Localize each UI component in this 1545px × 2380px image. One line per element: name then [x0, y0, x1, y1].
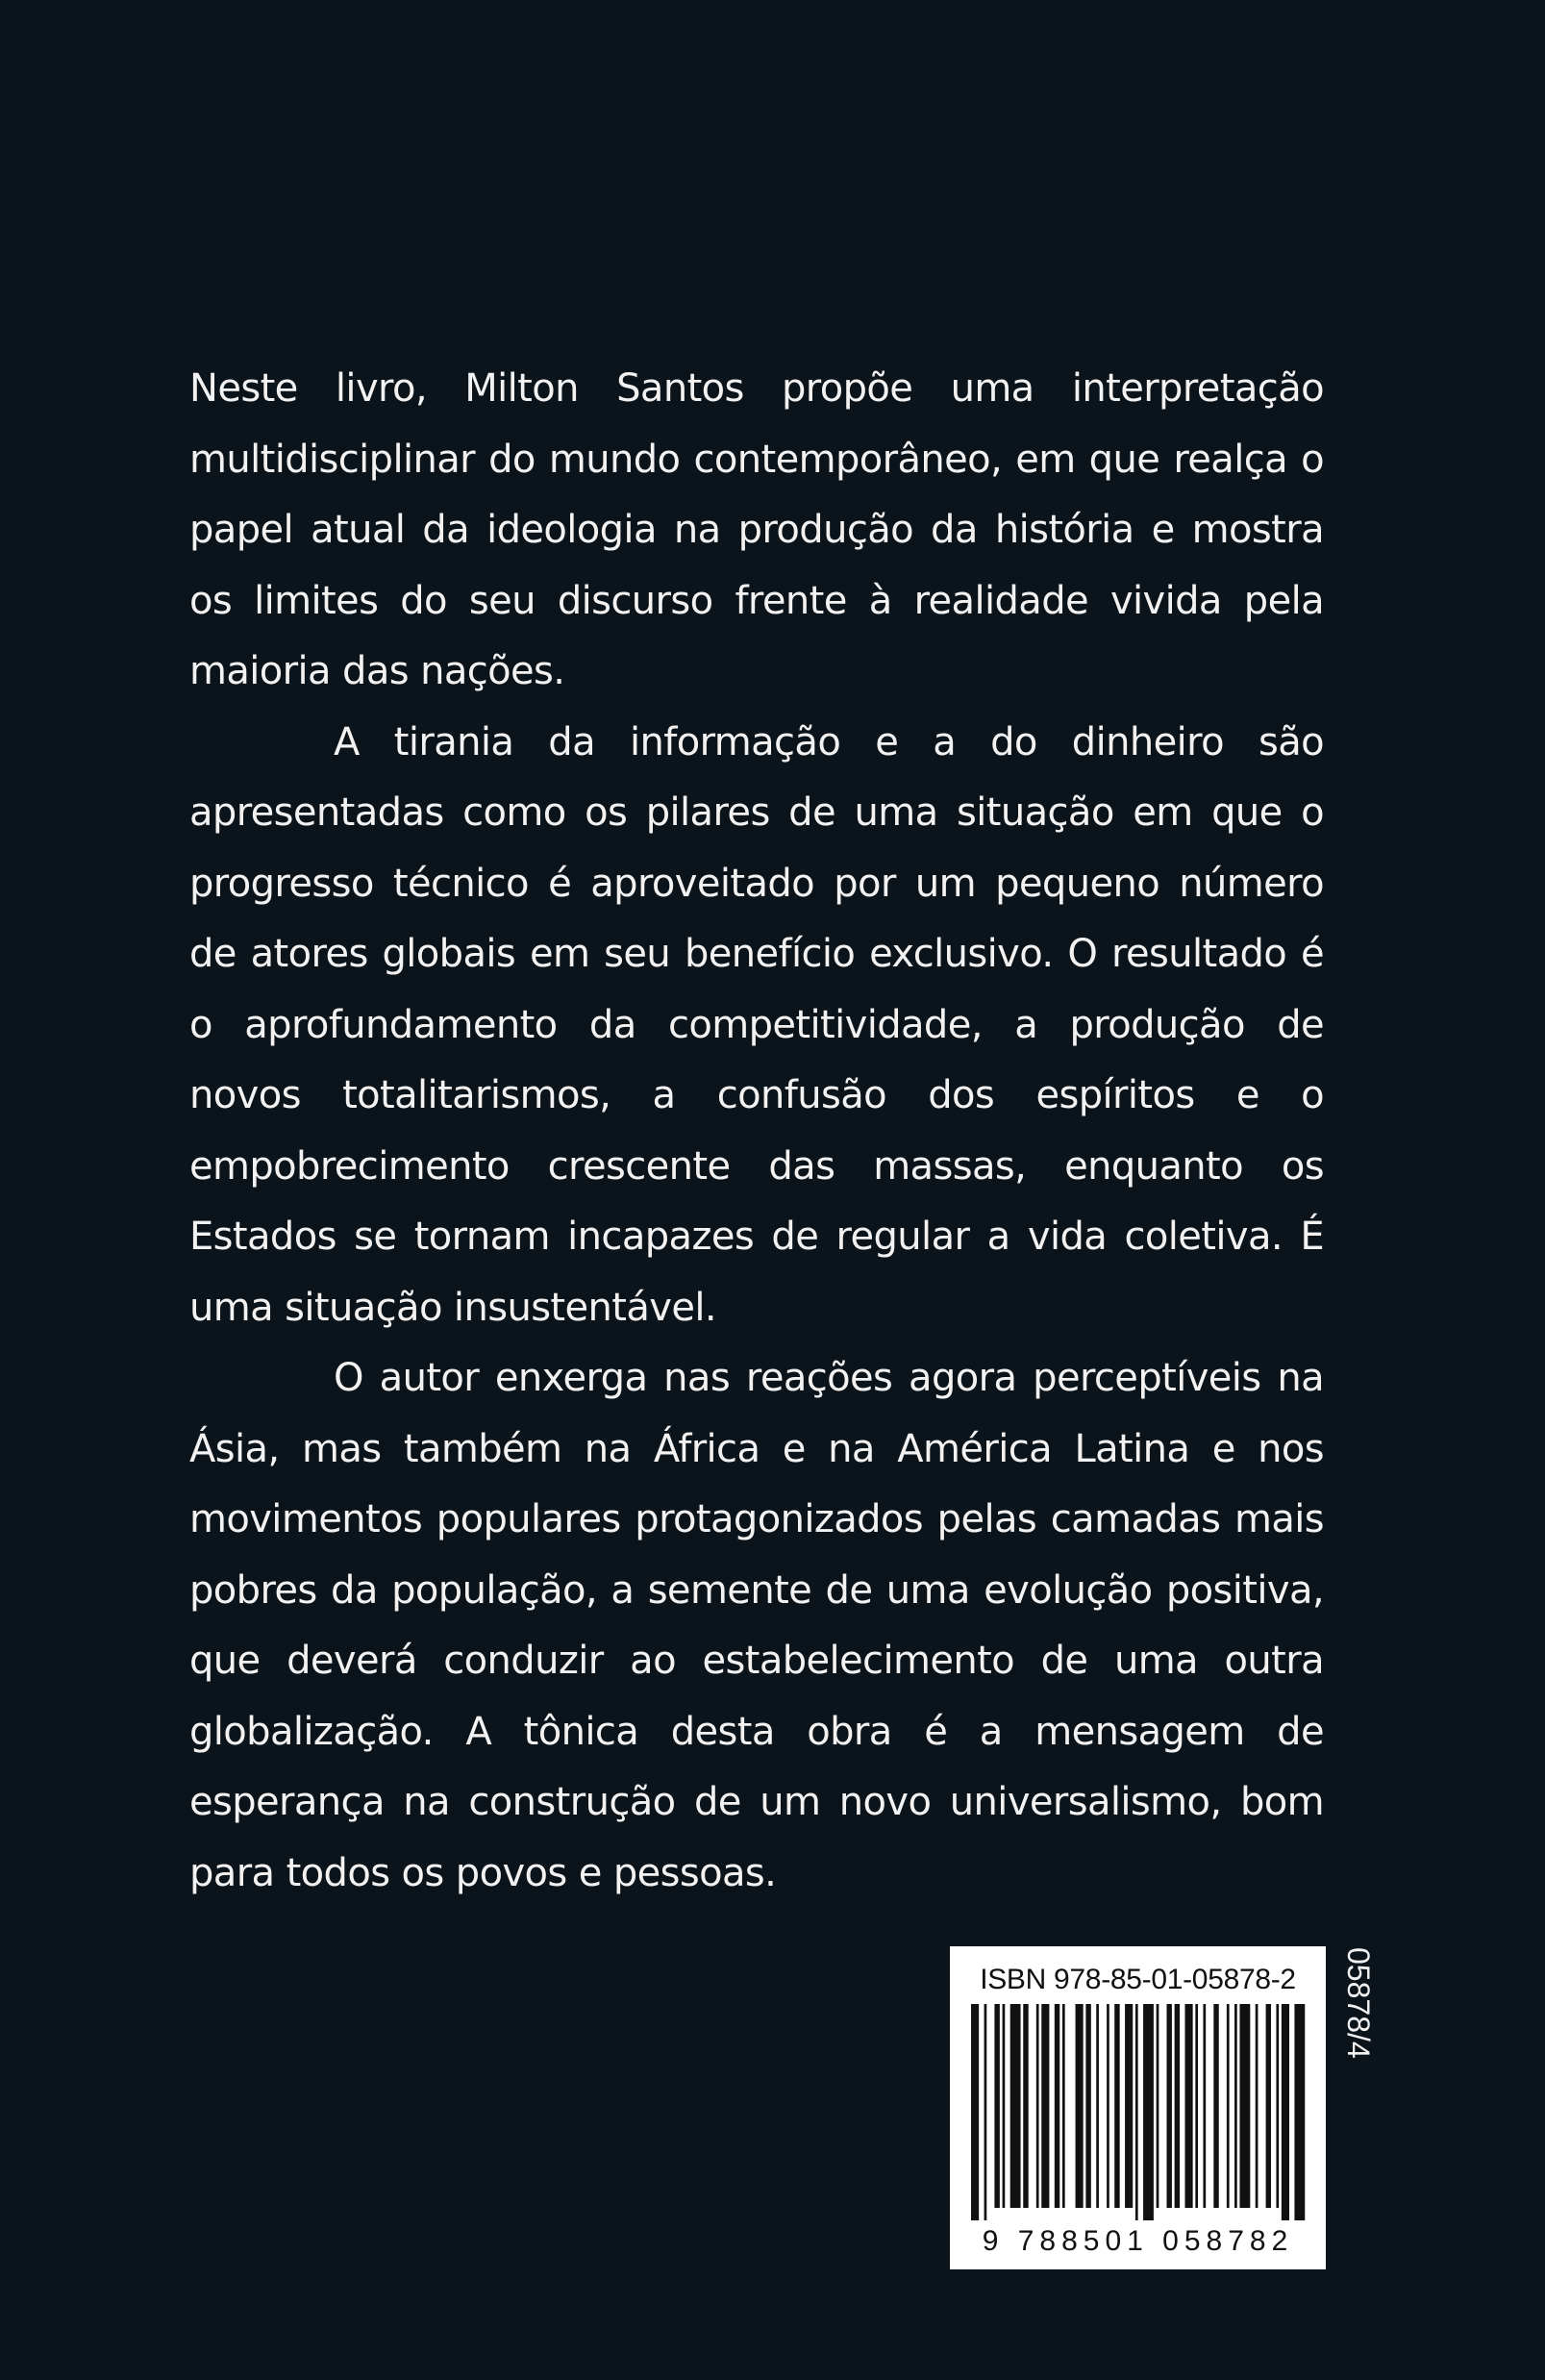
barcode-bar — [1041, 2004, 1049, 2208]
barcode-bar — [1085, 2004, 1090, 2208]
synopsis-paragraph-2: A tirania da informação e a do dinheiro são apresentadas como os pilares de uma situação em que o progresso técnico é aproveitado por um pequeno número de atores globais em seu benefício exclusivo. O resultado é o aprofundamento da competitividade, a produção de novos totalitarismos, a confusão dos espíritos e o empobrecimento crescente das massas, enquanto os Estados se tornam incapazes de regular a vida coletiva. É uma situação insustentável. — [189, 719, 1324, 1330]
barcode-bar — [1062, 2004, 1065, 2208]
synopsis-text — [189, 354, 1324, 1909]
barcode-bar — [1227, 2004, 1230, 2208]
barcode-bar — [1036, 2004, 1039, 2208]
isbn-label: ISBN 978-85-01-05878-2 — [980, 1964, 1296, 1995]
isbn-barcode — [950, 1946, 1326, 2269]
barcode-bar — [1276, 2004, 1279, 2208]
synopsis-paragraph-3: O autor enxerga nas reações agora perceptíveis na Ásia, mas também na África e na América Latina e nos movimentos populares protagonizados pelas camadas mais pobres da população, a semente de uma evolução positiva, que deverá conduzir ao estabelecimento de uma outra globalização. A tônica desta obra é a mensagem de esperança na construção de um novo universalismo, bom para todos os povos e pessoas. — [189, 1356, 1324, 1895]
barcode-bar — [1282, 2004, 1289, 2220]
barcode-bar — [1135, 2004, 1138, 2220]
barcode-bar — [1107, 2004, 1109, 2208]
barcode-bar — [1055, 2004, 1059, 2208]
barcode-bar — [1294, 2004, 1305, 2220]
barcode-bar — [1203, 2004, 1206, 2208]
barcode-bar — [1143, 2004, 1154, 2220]
barcode-bar — [1234, 2004, 1237, 2208]
barcode-bar — [1256, 2004, 1258, 2208]
side-product-code: 05878/4 — [1341, 1947, 1376, 2059]
barcode-bar — [971, 2004, 979, 2220]
barcode-bar — [1175, 2004, 1180, 2208]
barcode-bar — [1023, 2004, 1028, 2208]
barcode-bar — [1010, 2004, 1021, 2208]
barcode-bars — [971, 2004, 1308, 2220]
barcode-bar — [1239, 2004, 1250, 2208]
barcode-bar — [1125, 2004, 1133, 2208]
barcode-bar — [994, 2004, 999, 2208]
synopsis-paragraph-1: Neste livro, Milton Santos propõe uma interpretação multidisciplinar do mundo contemporâneo, em que realça o papel atual da ideologia na produção da história e mostra os limites do seu discurso frente à realidade vivida pela maioria das nações. — [189, 366, 1324, 693]
barcode-bar — [1096, 2004, 1099, 2208]
barcode-bar — [1003, 2004, 1006, 2208]
barcode-bar — [1195, 2004, 1198, 2208]
barcode-bar — [1266, 2004, 1271, 2208]
barcode-bar — [1213, 2004, 1218, 2208]
barcode-bar — [1184, 2004, 1192, 2208]
barcode-bar — [1114, 2004, 1119, 2208]
barcode-bar — [1166, 2004, 1171, 2208]
barcode-bar — [1076, 2004, 1084, 2208]
ean-digits: 9 788501 058782 — [982, 2225, 1294, 2257]
barcode-bar — [984, 2004, 987, 2220]
barcode-bar — [1157, 2004, 1159, 2208]
